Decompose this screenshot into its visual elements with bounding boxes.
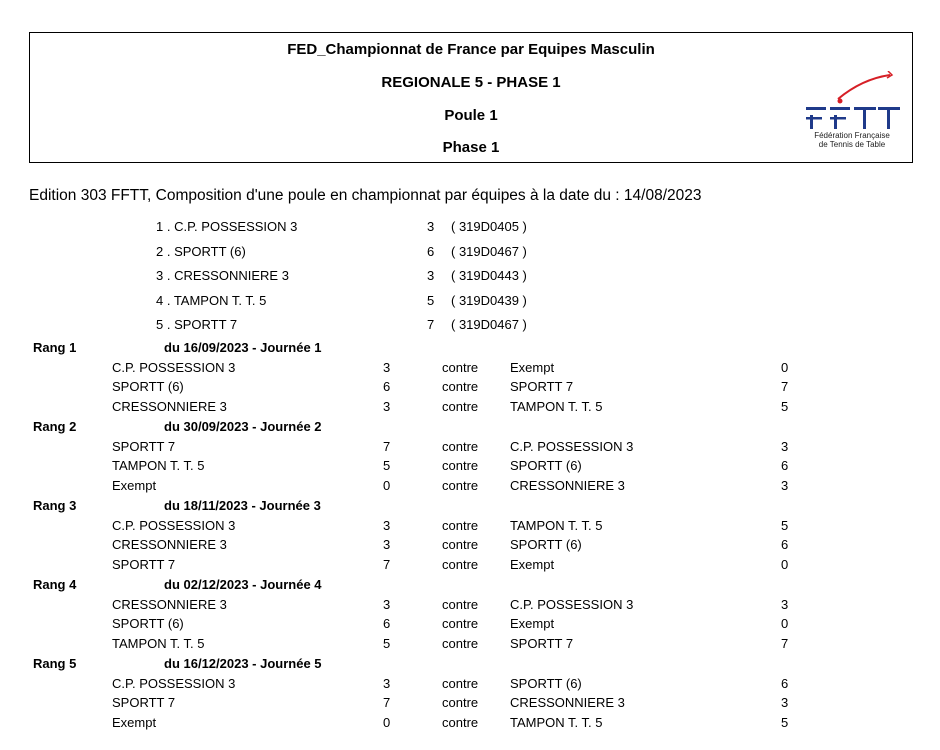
match-away-number: 0 bbox=[781, 556, 789, 572]
match-home-team: TAMPON T. T. 5 bbox=[112, 458, 205, 474]
match-home-team: SPORTT (6) bbox=[112, 616, 184, 632]
match-away-team: TAMPON T. T. 5 bbox=[510, 517, 603, 533]
match-away-team: SPORTT (6) bbox=[510, 537, 582, 553]
match-away-number: 0 bbox=[781, 616, 789, 632]
match-away-team: C.P. POSSESSION 3 bbox=[510, 596, 634, 612]
round-date: du 16/09/2023 - Journée 1 bbox=[164, 340, 322, 355]
pool-title: Poule 1 bbox=[444, 107, 498, 124]
match-home-team: C.P. POSSESSION 3 bbox=[112, 359, 236, 375]
match-versus: contre bbox=[442, 675, 479, 691]
match-away-number: 5 bbox=[781, 517, 789, 533]
match-home-team: CRESSONNIERE 3 bbox=[112, 537, 227, 553]
match-home-team: CRESSONNIERE 3 bbox=[112, 596, 227, 612]
team-label: 4 . TAMPON T. T. 5 bbox=[156, 292, 267, 308]
team-code: ( 319D0443 ) bbox=[451, 268, 527, 283]
match-away-number: 7 bbox=[781, 379, 789, 395]
match-away-team: Exempt bbox=[510, 556, 555, 572]
match-home-team: SPORTT 7 bbox=[112, 556, 176, 572]
round-rank: Rang 1 bbox=[33, 340, 77, 355]
match-versus: contre bbox=[442, 438, 479, 454]
match-away-number: 0 bbox=[781, 359, 789, 375]
match-home-number: 3 bbox=[383, 359, 391, 375]
match-away-team: Exempt bbox=[510, 359, 555, 375]
round-date: du 30/09/2023 - Journée 2 bbox=[164, 419, 322, 434]
round-rank: Rang 5 bbox=[33, 656, 77, 671]
team-number: 7 bbox=[427, 317, 435, 332]
team-code: ( 319D0439 ) bbox=[451, 292, 527, 308]
match-away-number: 3 bbox=[781, 596, 789, 612]
match-home-number: 6 bbox=[383, 379, 391, 395]
match-home-team: CRESSONNIERE 3 bbox=[112, 398, 227, 414]
match-away-team: CRESSONNIERE 3 bbox=[510, 695, 625, 711]
team-code: ( 319D0467 ) bbox=[451, 317, 527, 332]
team-number: 6 bbox=[427, 243, 435, 259]
match-versus: contre bbox=[442, 714, 479, 730]
match-home-number: 6 bbox=[383, 616, 391, 632]
match-home-number: 3 bbox=[383, 398, 391, 414]
match-home-number: 3 bbox=[383, 537, 391, 553]
match-away-number: 6 bbox=[781, 537, 789, 553]
fftt-logo-icon bbox=[802, 71, 902, 151]
match-home-team: Exempt bbox=[112, 714, 157, 730]
round-date: du 16/12/2023 - Journée 5 bbox=[164, 656, 322, 671]
edition-text: Edition 303 FFTT, Composition d'une poule en championnat par équipes à la date du : 14/08/2023 bbox=[29, 187, 702, 204]
match-home-number: 7 bbox=[383, 556, 391, 572]
match-versus: contre bbox=[442, 359, 479, 375]
team-label: 1 . C.P. POSSESSION 3 bbox=[156, 219, 298, 234]
match-versus: contre bbox=[442, 596, 479, 612]
match-away-team: CRESSONNIERE 3 bbox=[510, 477, 625, 493]
team-number: 5 bbox=[427, 292, 435, 308]
match-home-team: SPORTT 7 bbox=[112, 438, 176, 454]
match-versus: contre bbox=[442, 695, 479, 711]
round-date: du 02/12/2023 - Journée 4 bbox=[164, 577, 322, 592]
round-date: du 18/11/2023 - Journée 3 bbox=[164, 498, 321, 513]
team-label: 2 . SPORTT (6) bbox=[156, 243, 246, 259]
match-versus: contre bbox=[442, 556, 479, 572]
match-home-number: 5 bbox=[383, 635, 391, 651]
team-number: 3 bbox=[427, 268, 435, 283]
logo-subtitle-2: de Tennis de Table bbox=[818, 140, 886, 149]
match-home-number: 0 bbox=[383, 477, 391, 493]
match-away-team: TAMPON T. T. 5 bbox=[510, 398, 603, 414]
team-number: 3 bbox=[427, 219, 435, 234]
match-versus: contre bbox=[442, 635, 479, 651]
match-home-number: 3 bbox=[383, 596, 391, 612]
team-label: 3 . CRESSONNIERE 3 bbox=[156, 268, 289, 283]
match-home-number: 7 bbox=[383, 695, 391, 711]
round-rank: Rang 2 bbox=[33, 419, 77, 434]
division-title: REGIONALE 5 - PHASE 1 bbox=[381, 74, 561, 91]
match-versus: contre bbox=[442, 398, 479, 414]
round-rank: Rang 4 bbox=[33, 577, 77, 592]
match-home-team: SPORTT (6) bbox=[112, 379, 184, 395]
match-away-number: 5 bbox=[781, 714, 789, 730]
match-away-number: 6 bbox=[781, 675, 789, 691]
match-versus: contre bbox=[442, 477, 479, 493]
match-versus: contre bbox=[442, 517, 479, 533]
match-away-team: C.P. POSSESSION 3 bbox=[510, 438, 634, 454]
match-away-number: 3 bbox=[781, 695, 789, 711]
match-home-number: 0 bbox=[383, 714, 391, 730]
match-home-number: 7 bbox=[383, 438, 391, 454]
match-away-team: Exempt bbox=[510, 616, 555, 632]
match-home-team: TAMPON T. T. 5 bbox=[112, 635, 205, 651]
round-rank: Rang 3 bbox=[33, 498, 77, 513]
logo-subtitle-1: Fédération Française bbox=[814, 131, 890, 140]
match-away-number: 6 bbox=[781, 458, 789, 474]
match-versus: contre bbox=[442, 537, 479, 553]
match-versus: contre bbox=[442, 616, 479, 632]
championship-title: FED_Championnat de France par Equipes Masculin bbox=[287, 41, 655, 58]
match-home-team: Exempt bbox=[112, 477, 157, 493]
match-home-number: 5 bbox=[383, 458, 391, 474]
match-away-team: SPORTT (6) bbox=[510, 458, 582, 474]
match-away-team: SPORTT 7 bbox=[510, 635, 574, 651]
match-away-team: SPORTT 7 bbox=[510, 379, 574, 395]
match-home-number: 3 bbox=[383, 675, 391, 691]
match-away-number: 7 bbox=[781, 635, 789, 651]
match-home-team: C.P. POSSESSION 3 bbox=[112, 675, 236, 691]
match-away-number: 5 bbox=[781, 398, 789, 414]
match-away-team: TAMPON T. T. 5 bbox=[510, 714, 603, 730]
match-away-number: 3 bbox=[781, 477, 789, 493]
phase-title: Phase 1 bbox=[442, 139, 500, 156]
team-code: ( 319D0467 ) bbox=[451, 243, 527, 259]
team-label: 5 . SPORTT 7 bbox=[156, 317, 238, 332]
match-versus: contre bbox=[442, 379, 479, 395]
match-home-team: C.P. POSSESSION 3 bbox=[112, 517, 236, 533]
match-versus: contre bbox=[442, 458, 479, 474]
match-away-team: SPORTT (6) bbox=[510, 675, 582, 691]
team-code: ( 319D0405 ) bbox=[451, 219, 527, 234]
header-box bbox=[29, 32, 913, 163]
match-home-team: SPORTT 7 bbox=[112, 695, 176, 711]
match-away-number: 3 bbox=[781, 438, 789, 454]
match-home-number: 3 bbox=[383, 517, 391, 533]
